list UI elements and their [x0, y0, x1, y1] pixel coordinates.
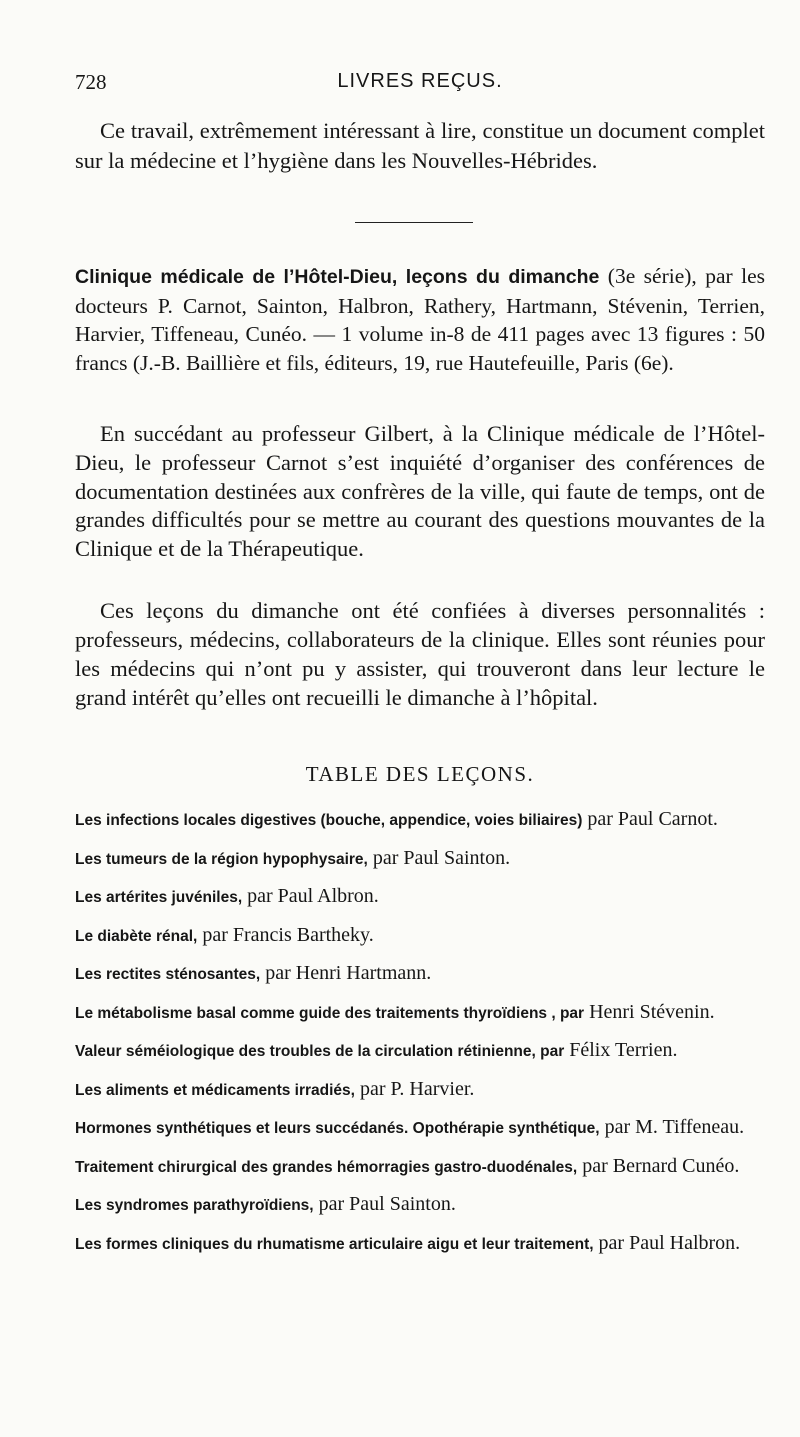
toc-entry-title: Les artérites juvéniles, — [75, 889, 243, 906]
toc-entry — [75, 999, 765, 1027]
toc-entry — [75, 883, 765, 911]
book-review-entry — [75, 262, 765, 377]
toc-entry — [75, 1114, 765, 1142]
book-details: (3e série), par les docteurs P. Carnot, Sainton, Halbron, Rathery, Hartmann, Stévenin, Terrien, Harvier, Tiffeneau, Cunéo. — 1 volume in-8 de 411 pages avec 13 figures : 50 francs (J.-B. Baillière et fils, éditeurs, 19, rue Hautefeuille, Paris (6e). — [75, 264, 765, 375]
toc-entry-author: par P. Harvier. — [359, 1077, 475, 1100]
toc-entry — [75, 1037, 765, 1065]
toc-list — [75, 806, 765, 1268]
section-divider — [355, 222, 473, 223]
review-paragraph-2: Ces leçons du dimanche ont été confiées à diverses personnalités : professeurs, médecins, collaborateurs de la clinique. Elles sont réunies pour les médecins qui n’ont pu y assister, qui trouveront dans leur lecture le grand intérêt qu’elles ont recueilli le dimanche à l’hôpital. — [75, 598, 765, 710]
toc-entry — [75, 922, 765, 950]
toc-entry-title: Le métabolisme basal comme guide des traitements thyroïdiens , par — [75, 1004, 585, 1022]
toc-entry-title: Valeur séméiologique des troubles de la circulation rétinienne, par — [75, 1043, 565, 1060]
toc-entry-title: Les aliments et médicaments irradiés, — [75, 1081, 355, 1099]
toc-entry-title: Les syndromes parathyroïdiens, — [75, 1197, 314, 1214]
page-number: 728 — [75, 70, 107, 94]
toc-entry-author: par Paul Sainton. — [318, 1193, 456, 1215]
toc-entry-author: par Paul Albron. — [247, 885, 379, 907]
toc-entry-title: Traitement chirurgical des grandes hémorragies gastro-duodénales, — [75, 1158, 578, 1176]
toc-entry-author: par Bernard Cunéo. — [582, 1154, 740, 1177]
book-title: Clinique médicale de l’Hôtel-Dieu, leçons du dimanche — [75, 266, 600, 288]
intro-paragraph: Ce travail, extrêmement intéressant à lire, constitue un document complet sur la médecine et l’hygiène dans les Nouvelles-Hébrides. — [75, 118, 765, 173]
toc-entry — [75, 960, 765, 988]
toc-entry — [75, 1076, 765, 1104]
toc-heading: TABLE DES LEÇONS. — [305, 762, 535, 786]
toc-entry — [75, 1153, 765, 1181]
toc-entry-title: Les infections locales digestives (bouche, appendice, voies biliaires) — [75, 812, 583, 829]
toc-entry — [75, 806, 765, 834]
toc-entry-title: Hormones synthétiques et leurs succédanés. Opothérapie synthétique, — [75, 1120, 600, 1137]
toc-entry-author: par Francis Bartheky. — [202, 923, 374, 946]
toc-entry-title: Les rectites sténosantes, — [75, 966, 261, 983]
toc-entry-title: Les formes cliniques du rhumatisme articulaire aigu et leur traitement, — [75, 1235, 594, 1253]
toc-entry-title: Les tumeurs de la région hypophysaire, — [75, 850, 368, 868]
toc-entry — [75, 1230, 765, 1258]
running-title: LIVRES REÇUS. — [337, 70, 503, 92]
toc-entry-author: par M. Tiffeneau. — [604, 1116, 745, 1138]
toc-entry — [75, 1191, 765, 1219]
review-paragraph-1: En succédant au professeur Gilbert, à la Clinique médicale de l’Hôtel-Dieu, le professeur Carnot s’est inquiété d’organiser des conférences de documentation destinées aux confrères de la ville, qui faute de temps, ont de grandes difficultés pour se mettre au courant des questions mouvantes de la Clinique et de la Thérapeutique. — [75, 421, 765, 562]
toc-entry-author: par Henri Hartmann. — [265, 962, 432, 984]
toc-entry-title: Le diabète rénal, — [75, 927, 198, 945]
page-header — [75, 70, 765, 106]
toc-entry-author: Félix Terrien. — [569, 1039, 678, 1061]
toc-entry-author: par Paul Carnot. — [587, 808, 718, 830]
toc-entry-author: Henri Stévenin. — [589, 1000, 715, 1023]
toc-entry-author: par Paul Halbron. — [598, 1231, 741, 1254]
toc-entry-author: par Paul Sainton. — [372, 846, 511, 869]
toc-entry — [75, 845, 765, 873]
